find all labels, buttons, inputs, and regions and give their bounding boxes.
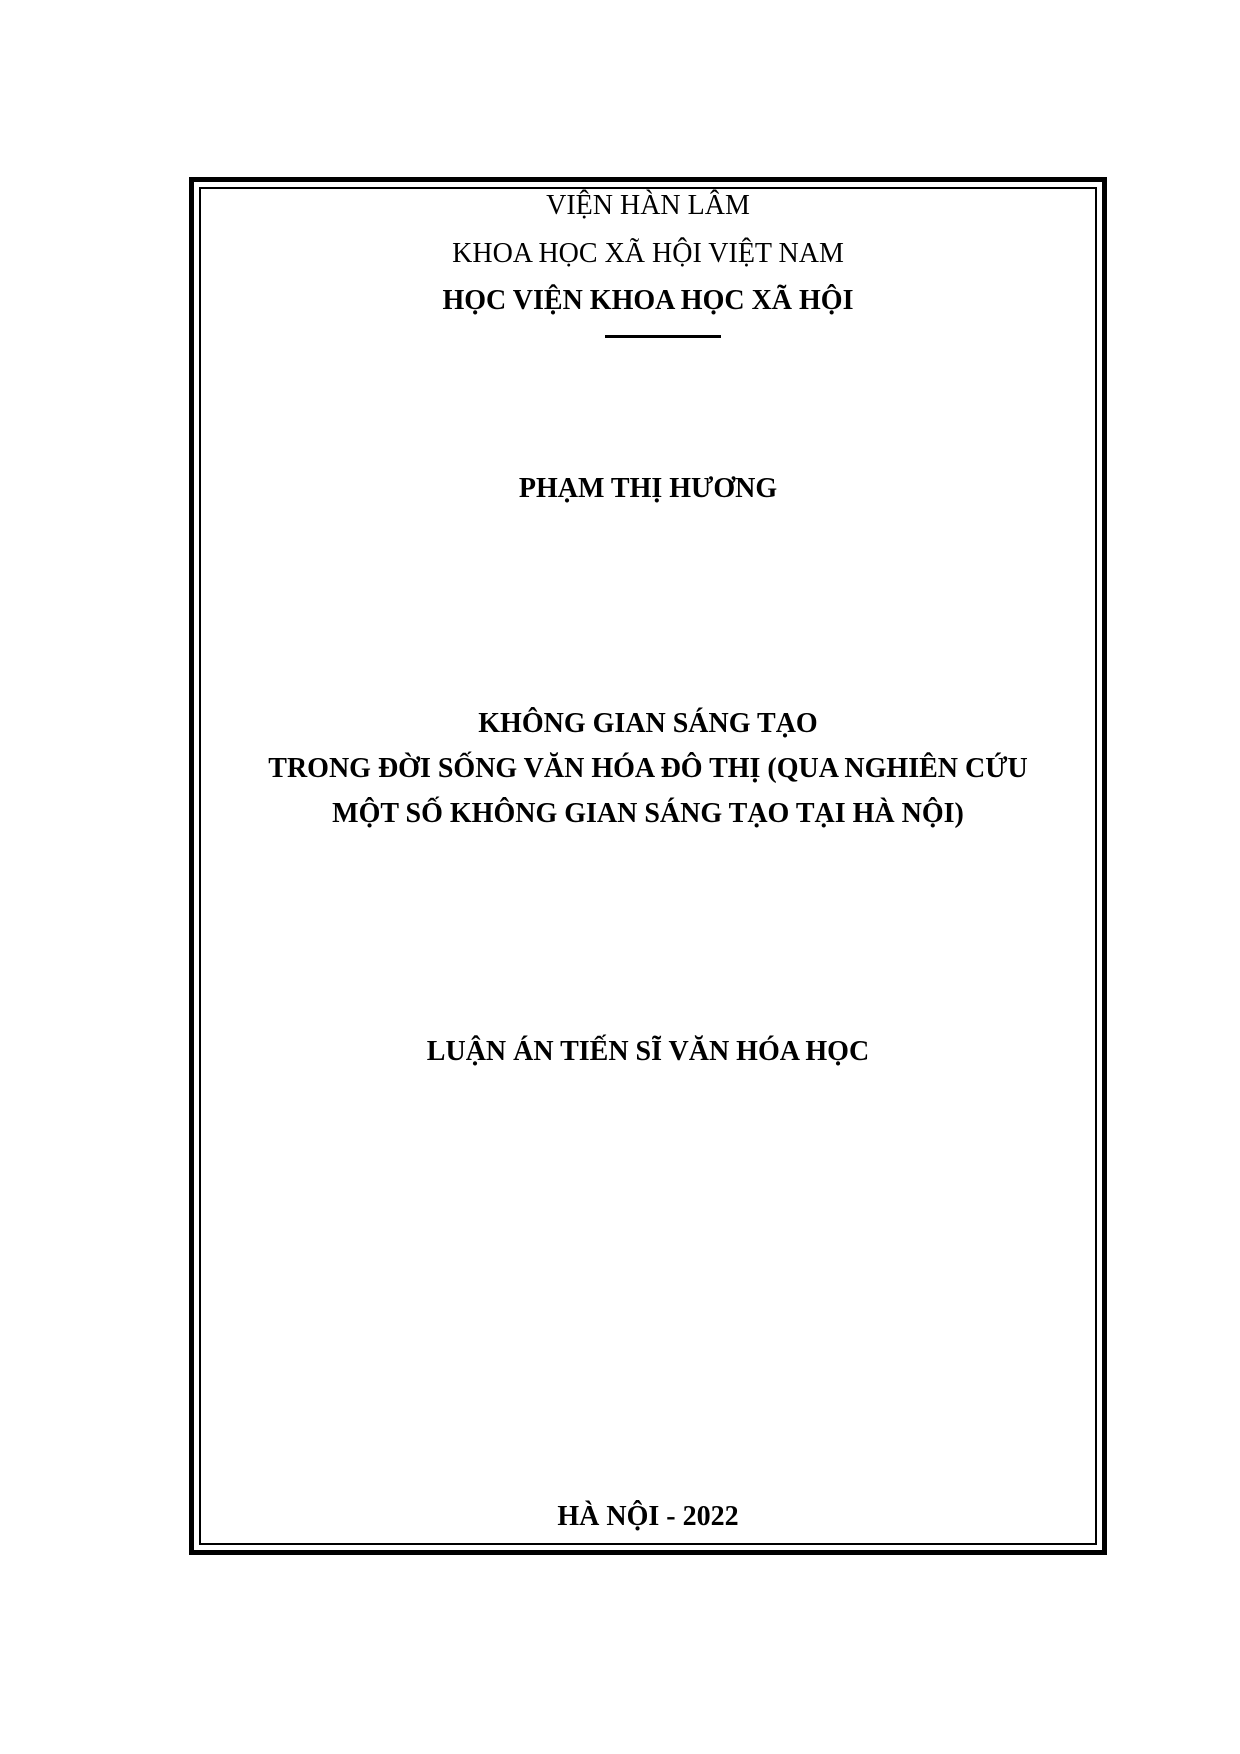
header-divider <box>605 335 721 338</box>
page-border-inner <box>199 187 1097 1545</box>
thesis-title-line-2: TRONG ĐỜI SỐNG VĂN HÓA ĐÔ THỊ (QUA NGHIÊN CỨU <box>268 753 1028 784</box>
degree-label: LUẬN ÁN TIẾN SĨ VĂN HÓA HỌC <box>426 1036 870 1067</box>
author-name: PHẠM THỊ HƯƠNG <box>518 473 778 504</box>
institution-line-2: KHOA HỌC XÃ HỘI VIỆT NAM <box>452 238 844 269</box>
institution-name: HỌC VIỆN KHOA HỌC XÃ HỘI <box>442 285 854 316</box>
thesis-title-line-1: KHÔNG GIAN SÁNG TẠO <box>478 708 818 739</box>
institution-line-1: VIỆN HÀN LÂM <box>546 190 750 221</box>
thesis-title-line-3: MỘT SỐ KHÔNG GIAN SÁNG TẠO TẠI HÀ NỘI) <box>332 798 964 829</box>
place-year: HÀ NỘI - 2022 <box>557 1501 739 1532</box>
